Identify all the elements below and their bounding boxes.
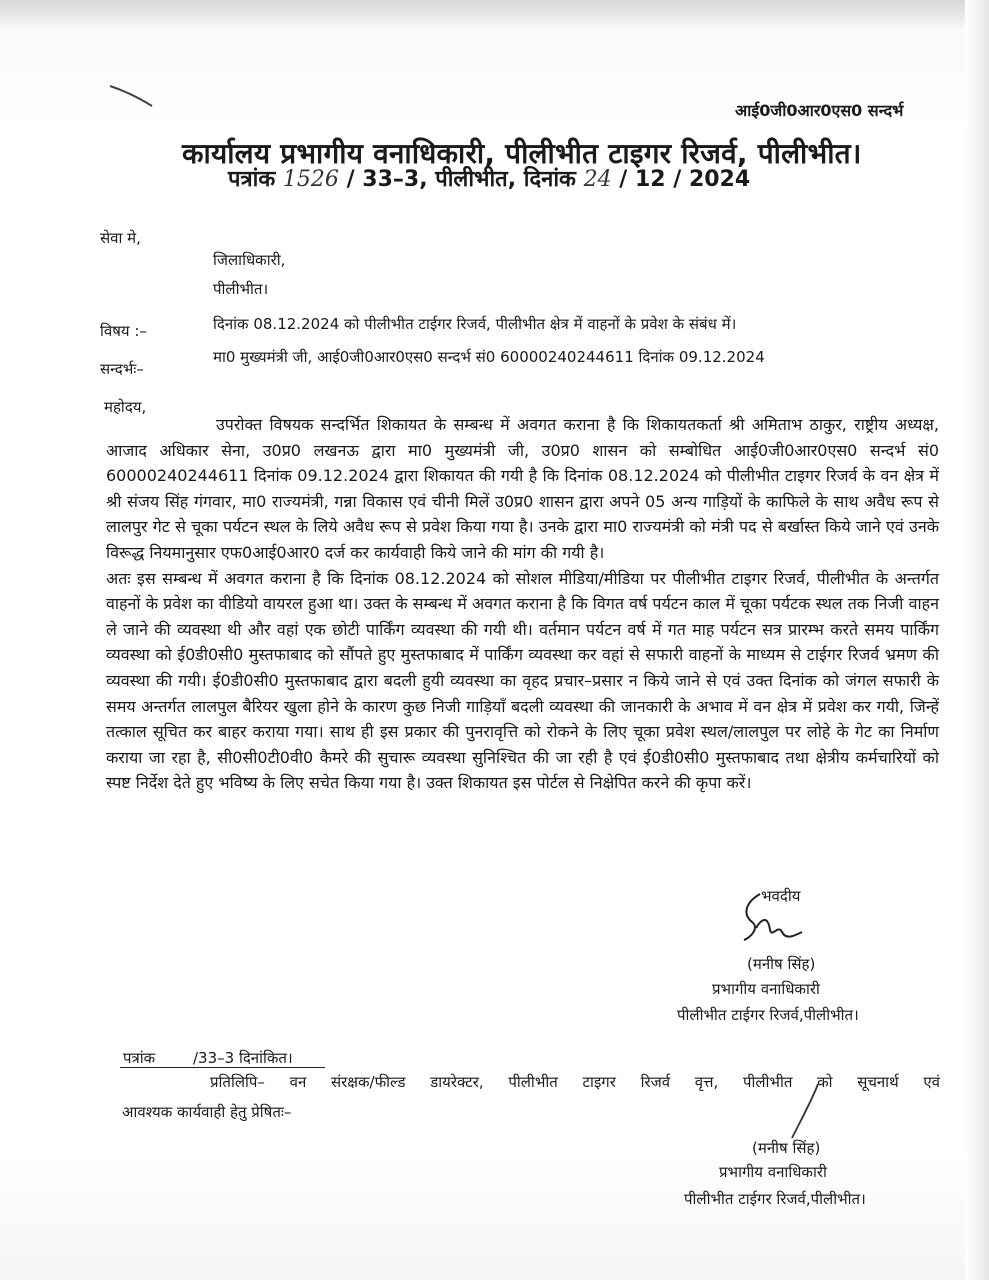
reference-label: सन्दर्भः–: [100, 360, 144, 378]
addressee-designation: जिलाधिकारी,: [213, 251, 286, 269]
copy-line-2: आवश्यक कार्यवाही हेतु प्रेषितः–: [122, 1103, 292, 1121]
copy-letter-code: /33–3 दिनांकित।: [193, 1049, 293, 1067]
page-shadow-right: [965, 0, 989, 1280]
addressee-place: पीलीभीत।: [213, 280, 269, 298]
reference-tag: आई0जी0आर0एस0 सन्दर्भ: [735, 101, 904, 120]
copy-underline: [120, 1067, 325, 1068]
reference-text: मा0 मुख्यमंत्री जी, आई0जी0आर0एस0 सन्दर्भ सं0 60000240244611 दिनांक 09.12.2024: [213, 348, 765, 366]
letter-number-handwritten: 1526: [282, 167, 339, 192]
initial-stroke: [786, 1082, 826, 1142]
signatory-name: (मनीष सिंह): [747, 955, 816, 973]
copy-signatory-designation: प्रभागीय वनाधिकारी: [719, 1163, 827, 1181]
closing-bhavdiya: भवदीय: [761, 887, 801, 905]
subject-label: विषय :–: [100, 322, 147, 340]
copy-letter-label: पत्रांक: [123, 1049, 156, 1067]
body-paragraph-1: उपरोक्त विषयक सन्दर्भित शिकायत के सम्बन्ध में अवगत कराना है कि शिकायतकर्ता श्री अमिताभ ठाकुर, राष्ट्रीय अध्यक्ष, आजाद अधिकार सेना, उ0प्र0 लखनऊ द्वारा मा0 मुख्यमंत्री जी, उ0प्र0 शासन को सम्बोधित आई0जी0आर0एस0 सन्दर्भ सं0 60000240244611 दिनांक 09.12.2024 द्वारा शिकायत की गयी है कि दिनांक 08.12.2024 को पीलीभीत टाइगर रिजर्व के वन क्षेत्र में श्री संजय सिंह गंगवार, मा0 राज्यमंत्री, गन्ना विकास एवं चीनी मिलें उ0प्र0 शासन द्वारा अपने 05 अन्य गाड़ियों के काफिले के साथ अवैध रूप से लालपुर गेट से चूका पर्यटन स्थल के लिये अवैध रूप से प्रवेश किया गया है। उनके द्वारा मा0 राज्यमंत्री को मंत्री पद से बर्खास्त किये जाने एवं उनके विरूद्ध नियमानुसार एफ0आई0आर0 दर्ज कर कार्यवाही किये जाने की मांग की गयी है।: [106, 415, 939, 562]
greeting: महोदय,: [104, 398, 147, 416]
office-title: कार्यालय प्रभागीय वनाधिकारी, पीलीभीत टाइगर रिजर्व, पीलीभीत।: [182, 137, 862, 170]
letter-number-line: [228, 163, 750, 193]
page-shadow-top: [0, 0, 989, 28]
copy-signatory-office: पीलीभीत टाईगर रिजर्व,पीलीभीत।: [684, 1190, 866, 1208]
date-day-handwritten: 24: [583, 167, 612, 192]
signatory-designation: प्रभागीय वनाधिकारी: [712, 980, 820, 998]
body-paragraph-2: अतः इस सम्बन्ध में अवगत कराना है कि दिनांक 08.12.2024 को सोशल मीडिया/मीडिया पर पीलीभीत टाइगर रिजर्व, पीलीभीत के अन्तर्गत वाहनों के प्रवेश का वीडियो वायरल हुआ था। उक्त के सम्बन्ध में अवगत कराना है कि विगत वर्ष पर्यटन काल में चूका पर्यटक स्थल तक निजी वाहन ले जाने की व्यवस्था थी और वहां एक छोटी पार्किंग व्यवस्था की गयी थी। वर्तमान पर्यटन वर्ष में गत माह पर्यटन सत्र प्रारम्भ करते समय पार्किंग व्यवस्था को ई0डी0सी0 मुस्तफाबाद को सौंपते हुए मुस्तफाबाद में पार्किंग व्यवस्था कर वहां से सफारी वाहनों के माध्यम से टाईगर रिजर्व भ्रमण की व्यवस्था की गयी। ई0डी0सी0 मुस्तफाबाद द्वारा बदली हुयी व्यवस्था का वृहद प्रचार–प्रसार न किये जाने से एवं उक्त दिनांक को जंगल सफारी के समय अन्तर्गत लालपुल बैरियर खुला होने के कारण कुछ निजी गाड़ियाँ बदली व्यवस्था की जानकारी के अभाव में वन क्षेत्र में प्रवेश कर गयी, जिन्हें तत्काल सूचित कर बाहर कराया गया। साथ ही इस प्रकार की पुनरावृत्ति को रोकने के लिए चूका प्रवेश स्थल/लालपुल पर लोहे के गेट का निर्माण कराया जा रहा है, सी0सी0टी0वी0 कैमरे की सुचारू व्यवस्था सुनिश्चित की जा रही है एवं ई0डी0सी0 मुस्तफाबाद तथा क्षेत्रीय कर्मचारियों को स्पष्ट निर्देश देते हुए भविष्य के लिए सचेत किया गया है। उक्त शिकायत इस पोर्टल से निक्षेपित करने की कृपा करें।: [106, 568, 939, 793]
subject-text: दिनांक 08.12.2024 को पीलीभीत टाईगर रिजर्व, पीलीभीत क्षेत्र में वाहनों के प्रवेश के संबंध में।: [213, 315, 737, 333]
date-rest: / 12 / 2024: [619, 167, 751, 192]
salutation: सेवा मे,: [100, 229, 141, 247]
copy-line-1: प्रतिलिपि– वन संरक्षक/फील्ड डायरेक्टर, पीलीभीत टाइगर रिजर्व वृत्त, पीलीभीत को सूचनार्थ एवं: [210, 1073, 940, 1091]
letter-code: / 33–3, पीलीभीत, दिनांक: [346, 167, 576, 192]
pen-stroke-mark: [108, 82, 158, 112]
copy-signatory-name: (मनीष सिंह): [752, 1139, 821, 1157]
signatory-office: पीलीभीत टाईगर रिजर्व,पीलीभीत।: [677, 1006, 859, 1024]
signature-scribble: [738, 888, 808, 948]
letter-body: [106, 412, 939, 796]
letter-prefix: पत्रांक: [228, 167, 276, 192]
